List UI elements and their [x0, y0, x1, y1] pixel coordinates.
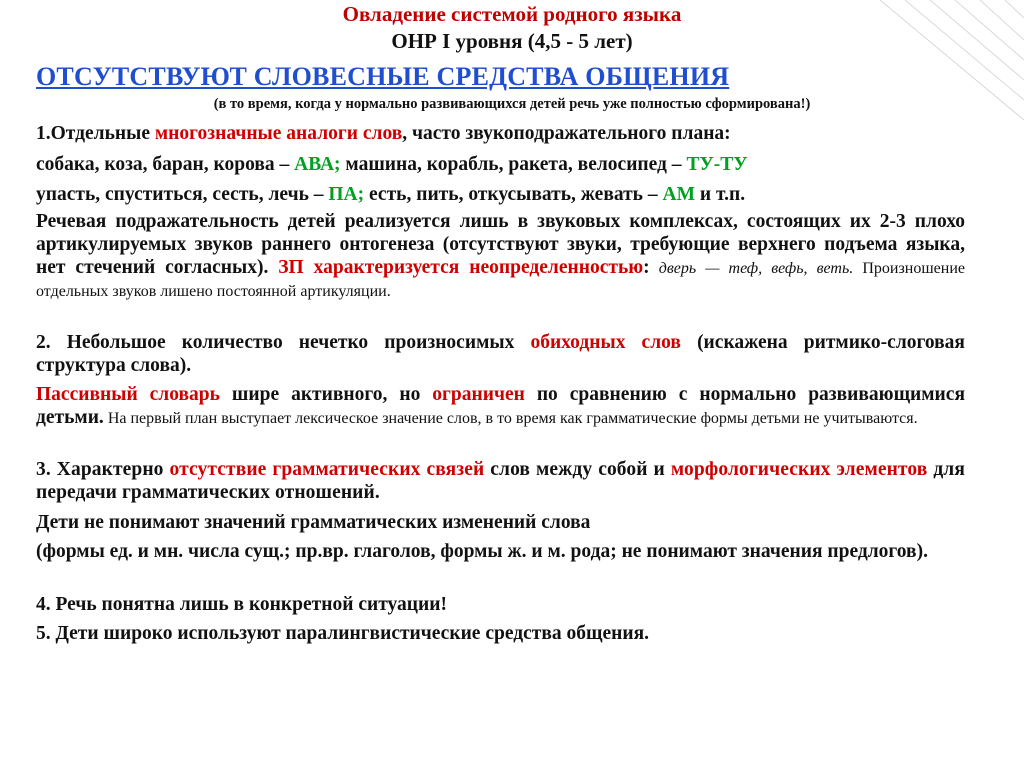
- paragraph-11: 5. Дети широко используют паралингвистические средства общения.: [36, 623, 650, 644]
- paragraph-8: Дети не понимают значений грамматических изменений слова: [36, 512, 591, 533]
- highlight-green: АМ: [662, 184, 695, 205]
- highlight-red: Пассивный словарь: [36, 384, 220, 405]
- highlight-red: морфологических элементов: [670, 459, 928, 480]
- highlight-green: ТУ-ТУ: [686, 154, 748, 175]
- section-subheading: (в то время, когда у нормально развивающихся детей речь уже полностью сформирована!): [213, 96, 811, 112]
- highlight-red: ЗП характеризуется неопределенностью: [278, 257, 644, 278]
- section-heading: ОТСУТСТВУЮТ СЛОВЕСНЫЕ СРЕДСТВА ОБЩЕНИЯ: [36, 62, 730, 91]
- highlight-green: АВА;: [294, 154, 341, 175]
- paragraph-5: 2. Небольшое количество нечетко произносимых обиходных слов (искажена ритмико-слоговая структура слова).: [36, 332, 965, 376]
- highlight-red: обиходных слов: [530, 332, 681, 353]
- highlight-red: отсутствие грамматических связей: [169, 459, 485, 480]
- highlight-red: ограничен: [432, 384, 525, 405]
- paragraph-9: (формы ед. и мн. числа сущ.; пр.вр. глаголов, формы ж. и м. рода; не понимают значения предлогов).: [36, 541, 928, 562]
- paragraph-6: Пассивный словарь шире активного, но ограничен по сравнению с нормально развивающимися детьми. На первый план выступает лексическое значение слов, в то время как грамматические формы детьми не учитываются.: [36, 384, 965, 428]
- paragraph-3: упасть, спуститься, сесть, лечь – ПА; есть, пить, откусывать, жевать – АМ и т.п.: [36, 184, 746, 205]
- highlight-green: ПА;: [328, 184, 365, 205]
- slide-level: ОНР I уровня (4,5 - 5 лет): [391, 29, 633, 53]
- paragraph-1: 1.Отдельные многозначные аналоги слов, часто звукоподражательного плана:: [36, 123, 731, 144]
- paragraph-2: собака, коза, баран, корова – АВА; машина, корабль, ракета, велосипед – ТУ-ТУ: [36, 154, 748, 175]
- paragraph-7: 3. Характерно отсутствие грамматических связей слов между собой и морфологических элементов для передачи грамматических отношений.: [36, 459, 965, 503]
- paragraph-10: 4. Речь понятна лишь в конкретной ситуации!: [36, 594, 447, 615]
- highlight-red: многозначные аналоги слов: [154, 123, 403, 144]
- paragraph-4: Речевая подражательность детей реализуется лишь в звуковых комплексах, состоящих их 2-3 плохо артикулируемых звуков раннего онтогенеза (отсутствуют звуки, требующие верхнего подъема языка, нет стечений согласных). ЗП характеризуется неопределенностью: дверь — теф, вефь, веть. Произношение отдельных звуков лишено постоянной артикуляции.: [36, 211, 965, 300]
- slide-title: Овладение системой родного языка: [342, 2, 682, 26]
